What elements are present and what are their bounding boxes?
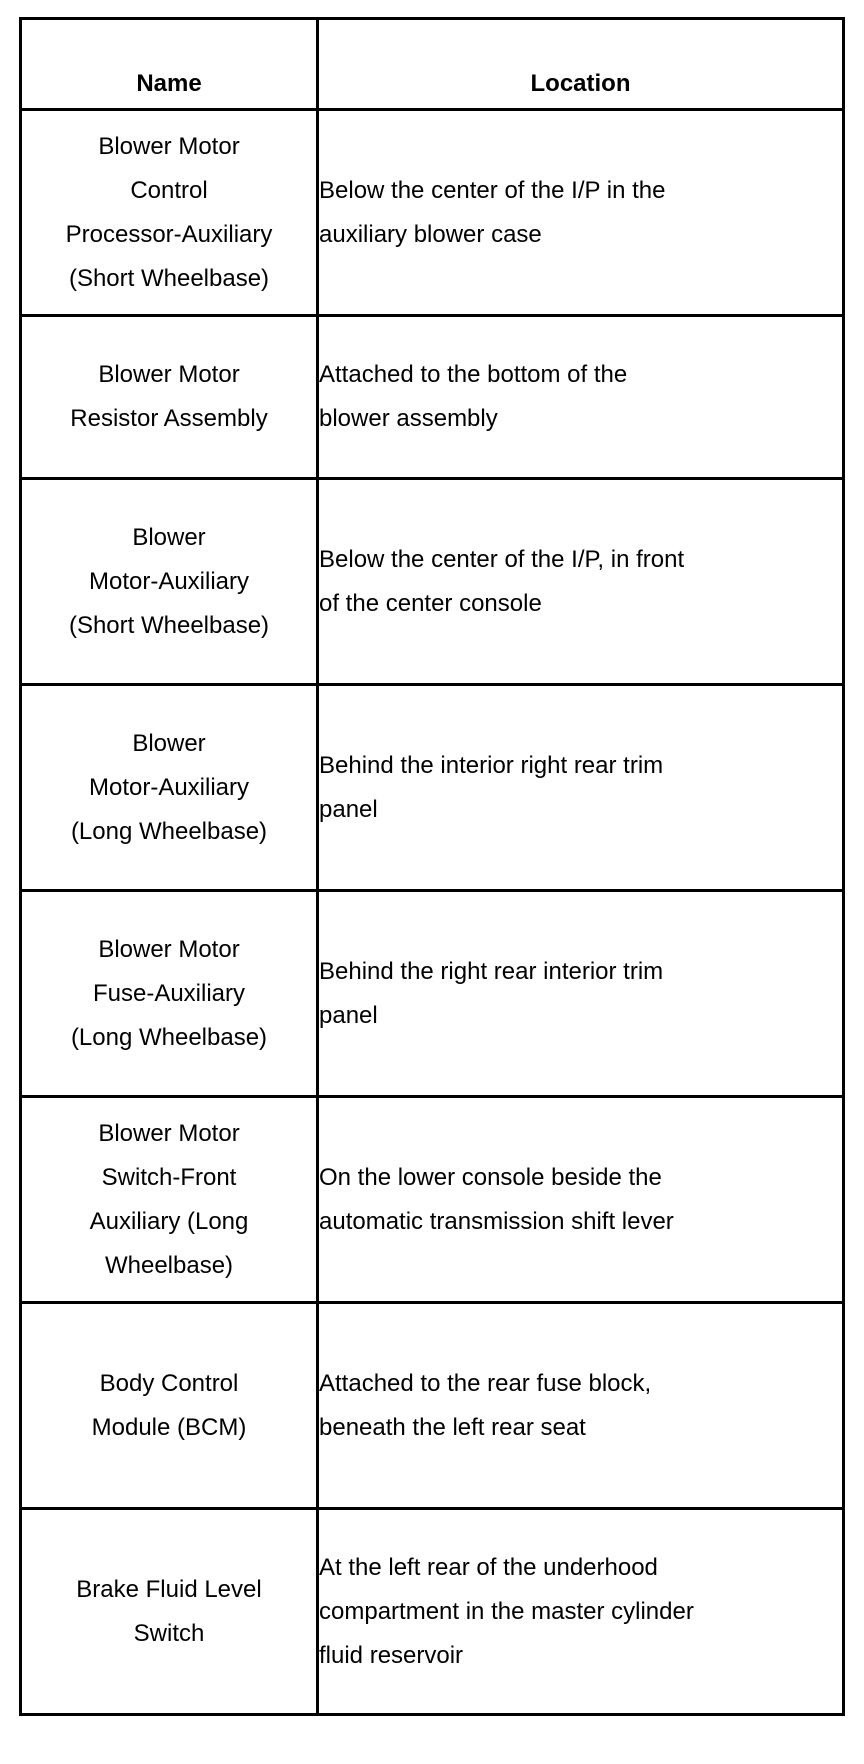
column-header-location: Location — [318, 19, 844, 110]
component-location: On the lower console beside the automatic transmission shift lever — [319, 1163, 674, 1235]
table-body — [21, 110, 844, 1715]
component-location: Behind the right rear interior trim panel — [319, 957, 664, 1029]
component-location: At the left rear of the underhood compartment in the master cylinder fluid reservoir — [319, 1553, 694, 1669]
name-cell — [21, 891, 318, 1097]
header-row — [21, 19, 844, 110]
table-row — [21, 891, 844, 1097]
location-cell — [318, 1509, 844, 1715]
component-name: Blower Motor Fuse-Auxiliary (Long Wheelbase) — [70, 935, 268, 1051]
table-row — [21, 479, 844, 685]
component-location: Below the center of the I/P, in front of the center console — [319, 545, 685, 617]
component-name: Blower Motor Switch-Front Auxiliary (Long Wheelbase) — [89, 1119, 249, 1279]
component-name: Blower Motor Resistor Assembly — [70, 361, 268, 432]
component-name: Brake Fluid Level Switch — [76, 1575, 262, 1647]
name-cell — [21, 1303, 318, 1509]
name-cell — [21, 1509, 318, 1715]
name-cell — [21, 1097, 318, 1303]
component-location: Attached to the rear fuse block, beneath the left rear seat — [319, 1369, 652, 1441]
column-header-name: Name — [21, 19, 318, 110]
name-cell — [21, 316, 318, 479]
component-location: Below the center of the I/P in the auxiliary blower case — [319, 176, 666, 248]
component-location: Attached to the bottom of the blower assembly — [319, 361, 628, 432]
location-cell — [318, 1097, 844, 1303]
location-cell — [318, 685, 844, 891]
table-header — [21, 19, 844, 110]
table-row — [21, 1097, 844, 1303]
location-cell — [318, 1303, 844, 1509]
table-row — [21, 110, 844, 316]
table-row — [21, 1303, 844, 1509]
table-row — [21, 316, 844, 479]
component-name: Blower Motor Control Processor-Auxiliary (Short Wheelbase) — [65, 132, 273, 292]
name-cell — [21, 685, 318, 891]
table-row — [21, 685, 844, 891]
table-row — [21, 1509, 844, 1715]
name-cell — [21, 479, 318, 685]
location-cell — [318, 891, 844, 1097]
location-cell — [318, 110, 844, 316]
component-name: Blower Motor-Auxiliary (Long Wheelbase) — [70, 729, 268, 845]
component-location: Behind the interior right rear trim panel — [319, 751, 664, 823]
component-name: Body Control Module (BCM) — [91, 1369, 247, 1441]
component-name: Blower Motor-Auxiliary (Short Wheelbase) — [68, 523, 270, 639]
location-cell — [318, 316, 844, 479]
location-cell — [318, 479, 844, 685]
name-cell — [21, 110, 318, 316]
component-location-table — [19, 17, 845, 1716]
